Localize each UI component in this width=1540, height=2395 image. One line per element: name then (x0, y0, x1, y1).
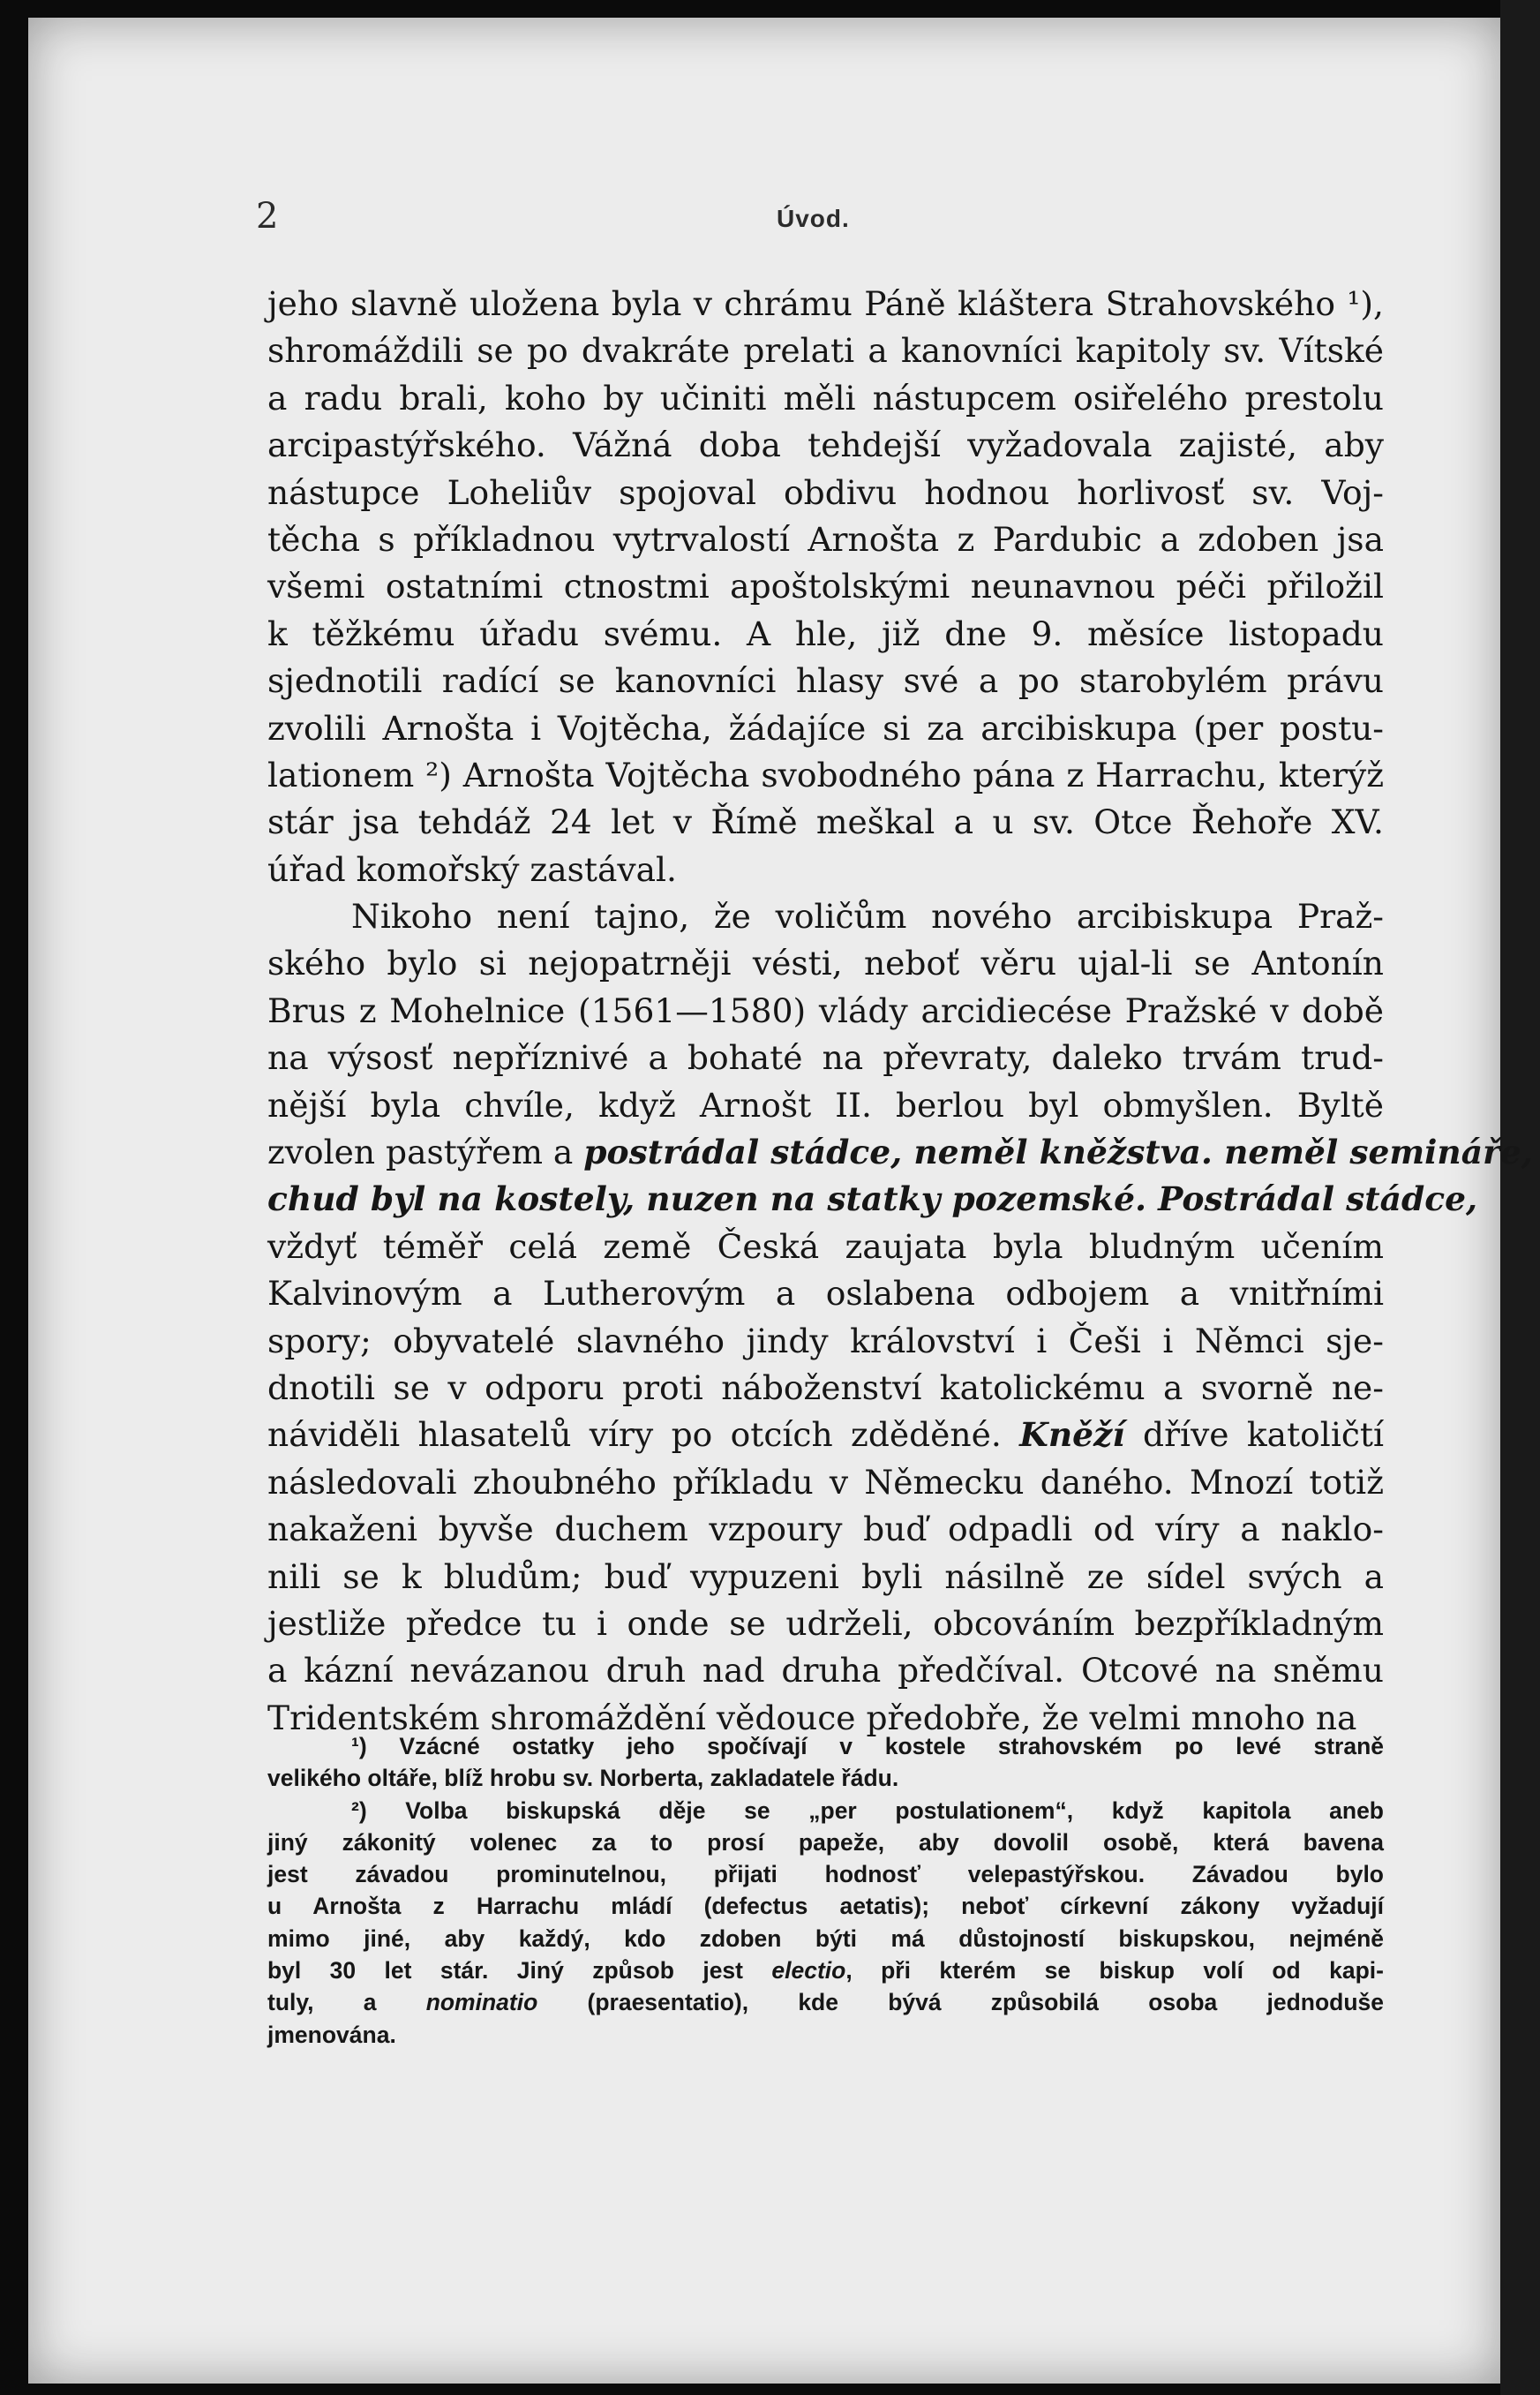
footnote-line (267, 1762, 1384, 1794)
body-line (267, 1318, 1384, 1365)
footnote-text: ¹) Vzácné ostatky jeho spočívají v kostele strahovském po levé straně (351, 1733, 1384, 1759)
body-text: ského bylo si nejopatrněji vésti, neboť věru ujal-li se Antonín (267, 944, 1384, 983)
footnote-text: , při kterém se biskup volí od kapi- (845, 1957, 1384, 1985)
body-text: lationem ²) Arnošta Vojtěcha svobodného pána z Harrachu, kterýž (267, 755, 1384, 795)
body-line (267, 1365, 1384, 1412)
body-line (267, 328, 1384, 374)
body-emphasis: postrádal stádce, neměl kněžstva. neměl semináře, (583, 1133, 1533, 1172)
body-text: Nikoho není tajno, že voličům nového arcibiskupa Praž- (351, 897, 1384, 937)
body-text: všemi ostatními ctnostmi apoštolskými neunavnou péči přiložil (267, 567, 1384, 606)
body-text: náviděli hlasatelů víry po otcích zděděné. (267, 1415, 1020, 1455)
body-text: Tridentském shromáždění vědouce předobře, že velmi mnoho na (267, 1698, 1357, 1737)
footnote-line (267, 1890, 1384, 1922)
body-text: jestliže předce tu i onde se udrželi, obcováním bezpříkladným (267, 1603, 1384, 1643)
running-head: Úvod. (777, 205, 850, 232)
body-line (267, 1647, 1384, 1694)
body-text: sjednotili radící se kanovníci hlasy své a po starobylém právu (267, 661, 1384, 701)
body-text: nástupce Loheliův spojoval obdivu hodnou horlivosť sv. Voj- (267, 472, 1384, 512)
body-text: nili se k bludům; buď vypuzeni byli násilně ze sídel svých a (267, 1556, 1384, 1596)
body-text (267, 281, 1533, 1742)
body-text: shromáždili se po dvakráte prelati a kanovníci kapitoly sv. Vítské (267, 331, 1384, 371)
body-line (267, 799, 1384, 846)
footnote-text: mimo jiné, aby každý, kdo zdoben býti má důstojností biskupskou, nejméně (267, 1924, 1384, 1952)
body-text: a kázní nevázanou druh nad druha předčíval. Otcové na sněmu (267, 1651, 1384, 1691)
footnote-line (267, 1954, 1384, 1986)
footnote-line (267, 1795, 1384, 1826)
body-text: arcipastýřského. Vážná doba tehdejší vyžadovala zajisté, aby (267, 426, 1384, 465)
body-line (267, 611, 1384, 658)
body-text: nější byla chvíle, když Arnošt II. berlou byl obmyšlen. Byltě (267, 1085, 1384, 1125)
footnote-text: jiný zákonitý volenec za to prosí papeže, aby dovolil osobě, která bavena (267, 1828, 1384, 1856)
body-line (267, 1600, 1384, 1647)
body-text: následovali zhoubného příkladu v Německu daného. Mnozí totiž (267, 1462, 1384, 1502)
body-line (267, 988, 1384, 1035)
body-text: vždyť téměř celá země Česká zaujata byla bludným učením (267, 1226, 1384, 1266)
body-line (267, 1224, 1384, 1270)
scan-edge (1500, 0, 1540, 2395)
body-line (267, 516, 1384, 563)
body-line (267, 1554, 1384, 1600)
body-line (267, 1459, 1384, 1506)
body-line (267, 375, 1384, 422)
footnote-emphasis: electio (771, 1957, 846, 1985)
body-text: zvolili Arnošta i Vojtěcha, žádajíce si za arcibiskupa (per postu- (267, 708, 1384, 748)
body-line (267, 752, 1384, 799)
footnote-emphasis: nominatio (425, 1989, 538, 2016)
footnote-text: tuly, a (267, 1989, 426, 2016)
body-emphasis: Kněží (1019, 1415, 1125, 1455)
body-line (267, 422, 1384, 469)
body-text: na výsosť nepříznivé a bohaté na převraty, daleko trvám trud- (267, 1038, 1384, 1078)
footnote-text: (praesentatio), kde bývá způsobilá osoba jednoduše (537, 1989, 1384, 2016)
body-text: stár jsa tehdáž 24 let v Římě meškal a u sv. Otce Řehoře XV. (267, 802, 1384, 842)
body-text: spory; obyvatelé slavného jindy království i Češi i Němci sje- (267, 1321, 1384, 1360)
footnotes (267, 1730, 1384, 2051)
body-text: jeho slavně uložena byla v chrámu Páně kláštera Strahovského ¹), (267, 284, 1384, 323)
footnote-text: velikého oltáře, blíž hrobu sv. Norberta, zakladatele řádu. (267, 1765, 899, 1792)
footnote-line (267, 1986, 1384, 2018)
body-line (267, 940, 1384, 987)
body-text: dnotili se v odporu proti náboženství katolickému a svorně ne- (267, 1367, 1384, 1407)
body-text: a radu brali, koho by učiniti měli nástupcem osiřelého prestolu (267, 378, 1384, 418)
page-number: 2 (256, 196, 279, 237)
body-text: Kalvinovým a Lutherovým a oslabena odbojem a vnitřními (267, 1274, 1384, 1314)
body-line (267, 893, 1384, 940)
body-text: zvolen pastýřem a (267, 1133, 584, 1172)
footnote-text: byl 30 let stár. Jiný způsob jest (267, 1957, 772, 1985)
body-line (267, 658, 1384, 704)
body-line (267, 563, 1384, 610)
footnote-line (267, 2019, 1384, 2051)
body-line (267, 470, 1384, 516)
body-line (267, 1270, 1384, 1317)
body-line (267, 1506, 1384, 1553)
body-line (267, 1176, 1478, 1223)
footnote-line (267, 1730, 1384, 1762)
body-text: k těžkému úřadu svému. A hle, již dne 9. měsíce listopadu (267, 614, 1384, 653)
body-line (267, 1129, 1533, 1176)
body-emphasis: chud byl na kostely, nuzen na statky pozemské. Postrádal stádce, (267, 1179, 1478, 1219)
footnote-line (267, 1858, 1384, 1890)
page-header (256, 196, 1403, 249)
footnote-text: u Arnošta z Harrachu mládí (defectus aetatis); neboť církevní zákony vyžadují (267, 1893, 1384, 1920)
body-line (267, 1035, 1384, 1081)
footnote-line (267, 1923, 1384, 1954)
body-line (267, 1082, 1384, 1129)
footnote-text: jmenována. (267, 2021, 396, 2048)
body-line (267, 281, 1384, 328)
body-text: těcha s příkladnou vytrvalostí Arnošta z Pardubic a zdoben jsa (267, 519, 1384, 559)
body-text: nakaženi byvše duchem vzpoury buď odpadli od víry a naklo- (267, 1510, 1384, 1549)
footnote-line (267, 1826, 1384, 1858)
body-text: Brus z Mohelnice (1561—1580) vlády arcidiecése Pražské v době (267, 990, 1384, 1030)
body-line (267, 705, 1384, 752)
body-line (267, 1412, 1384, 1458)
footnote-text: ²) Volba biskupská děje se „per postulationem“, když kapitola aneb (351, 1796, 1384, 1824)
footnote-text: jest závadou prominutelnou, přijati hodnosť velepastýřskou. Závadou bylo (267, 1861, 1384, 1888)
body-text: úřad komořský zastával. (267, 849, 678, 889)
body-line (267, 847, 1384, 893)
body-text: dříve katoličtí (1124, 1415, 1385, 1455)
